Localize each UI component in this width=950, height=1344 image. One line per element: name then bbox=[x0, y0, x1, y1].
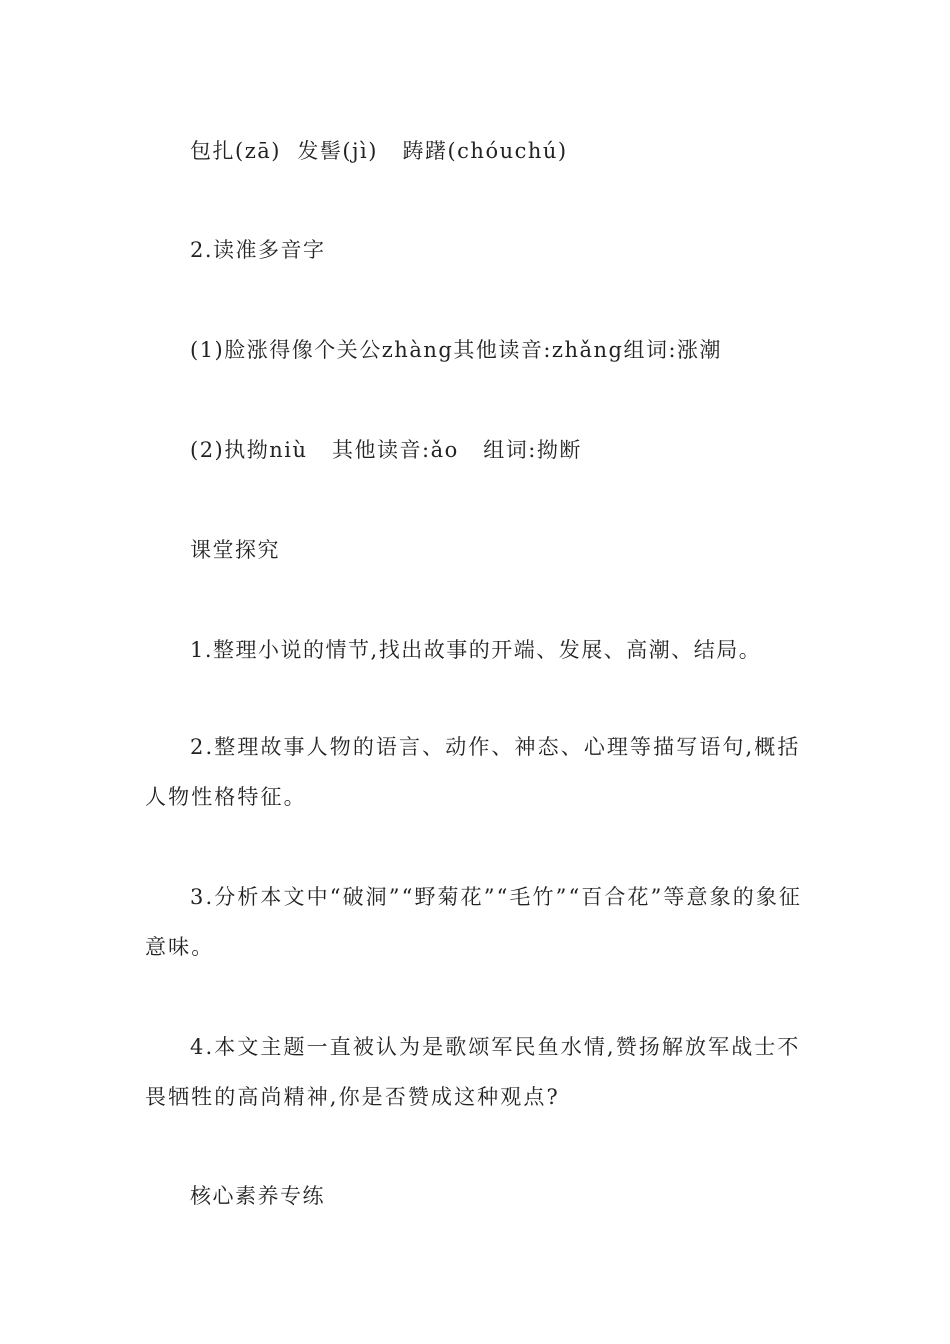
inquiry-question-1: 1.整理小说的情节,找出故事的开端、发展、高潮、结局。 bbox=[190, 638, 762, 662]
polyphone-heading: 2.读准多音字 bbox=[190, 238, 326, 262]
inquiry-question-2: 2.整理故事人物的语言、动作、神态、心理等描写语句,概括人物性格特征。 bbox=[145, 735, 801, 809]
inquiry-question-3: 3.分析本文中“破洞”“野菊花”“毛竹”“百合花”等意象的象征意味。 bbox=[145, 885, 803, 959]
pronunciation-line: 包扎(zā) 发髻(jì) 踌躇(chóuchú) bbox=[190, 139, 568, 163]
polyphone-item-2: (2)执拗niù 其他读音:ǎo 组词:拗断 bbox=[190, 438, 582, 462]
inquiry-question-4: 4.本文主题一直被认为是歌颂军民鱼水情,赞扬解放军战士不畏牺牲的高尚精神,你是否赞成这种观点? bbox=[145, 1035, 801, 1109]
polyphone-item-1: (1)脸涨得像个关公zhàng其他读音:zhǎng组词:涨潮 bbox=[190, 338, 723, 362]
section-heading-inquiry: 课堂探究 bbox=[190, 538, 280, 562]
section-heading-practice: 核心素养专练 bbox=[190, 1184, 325, 1208]
